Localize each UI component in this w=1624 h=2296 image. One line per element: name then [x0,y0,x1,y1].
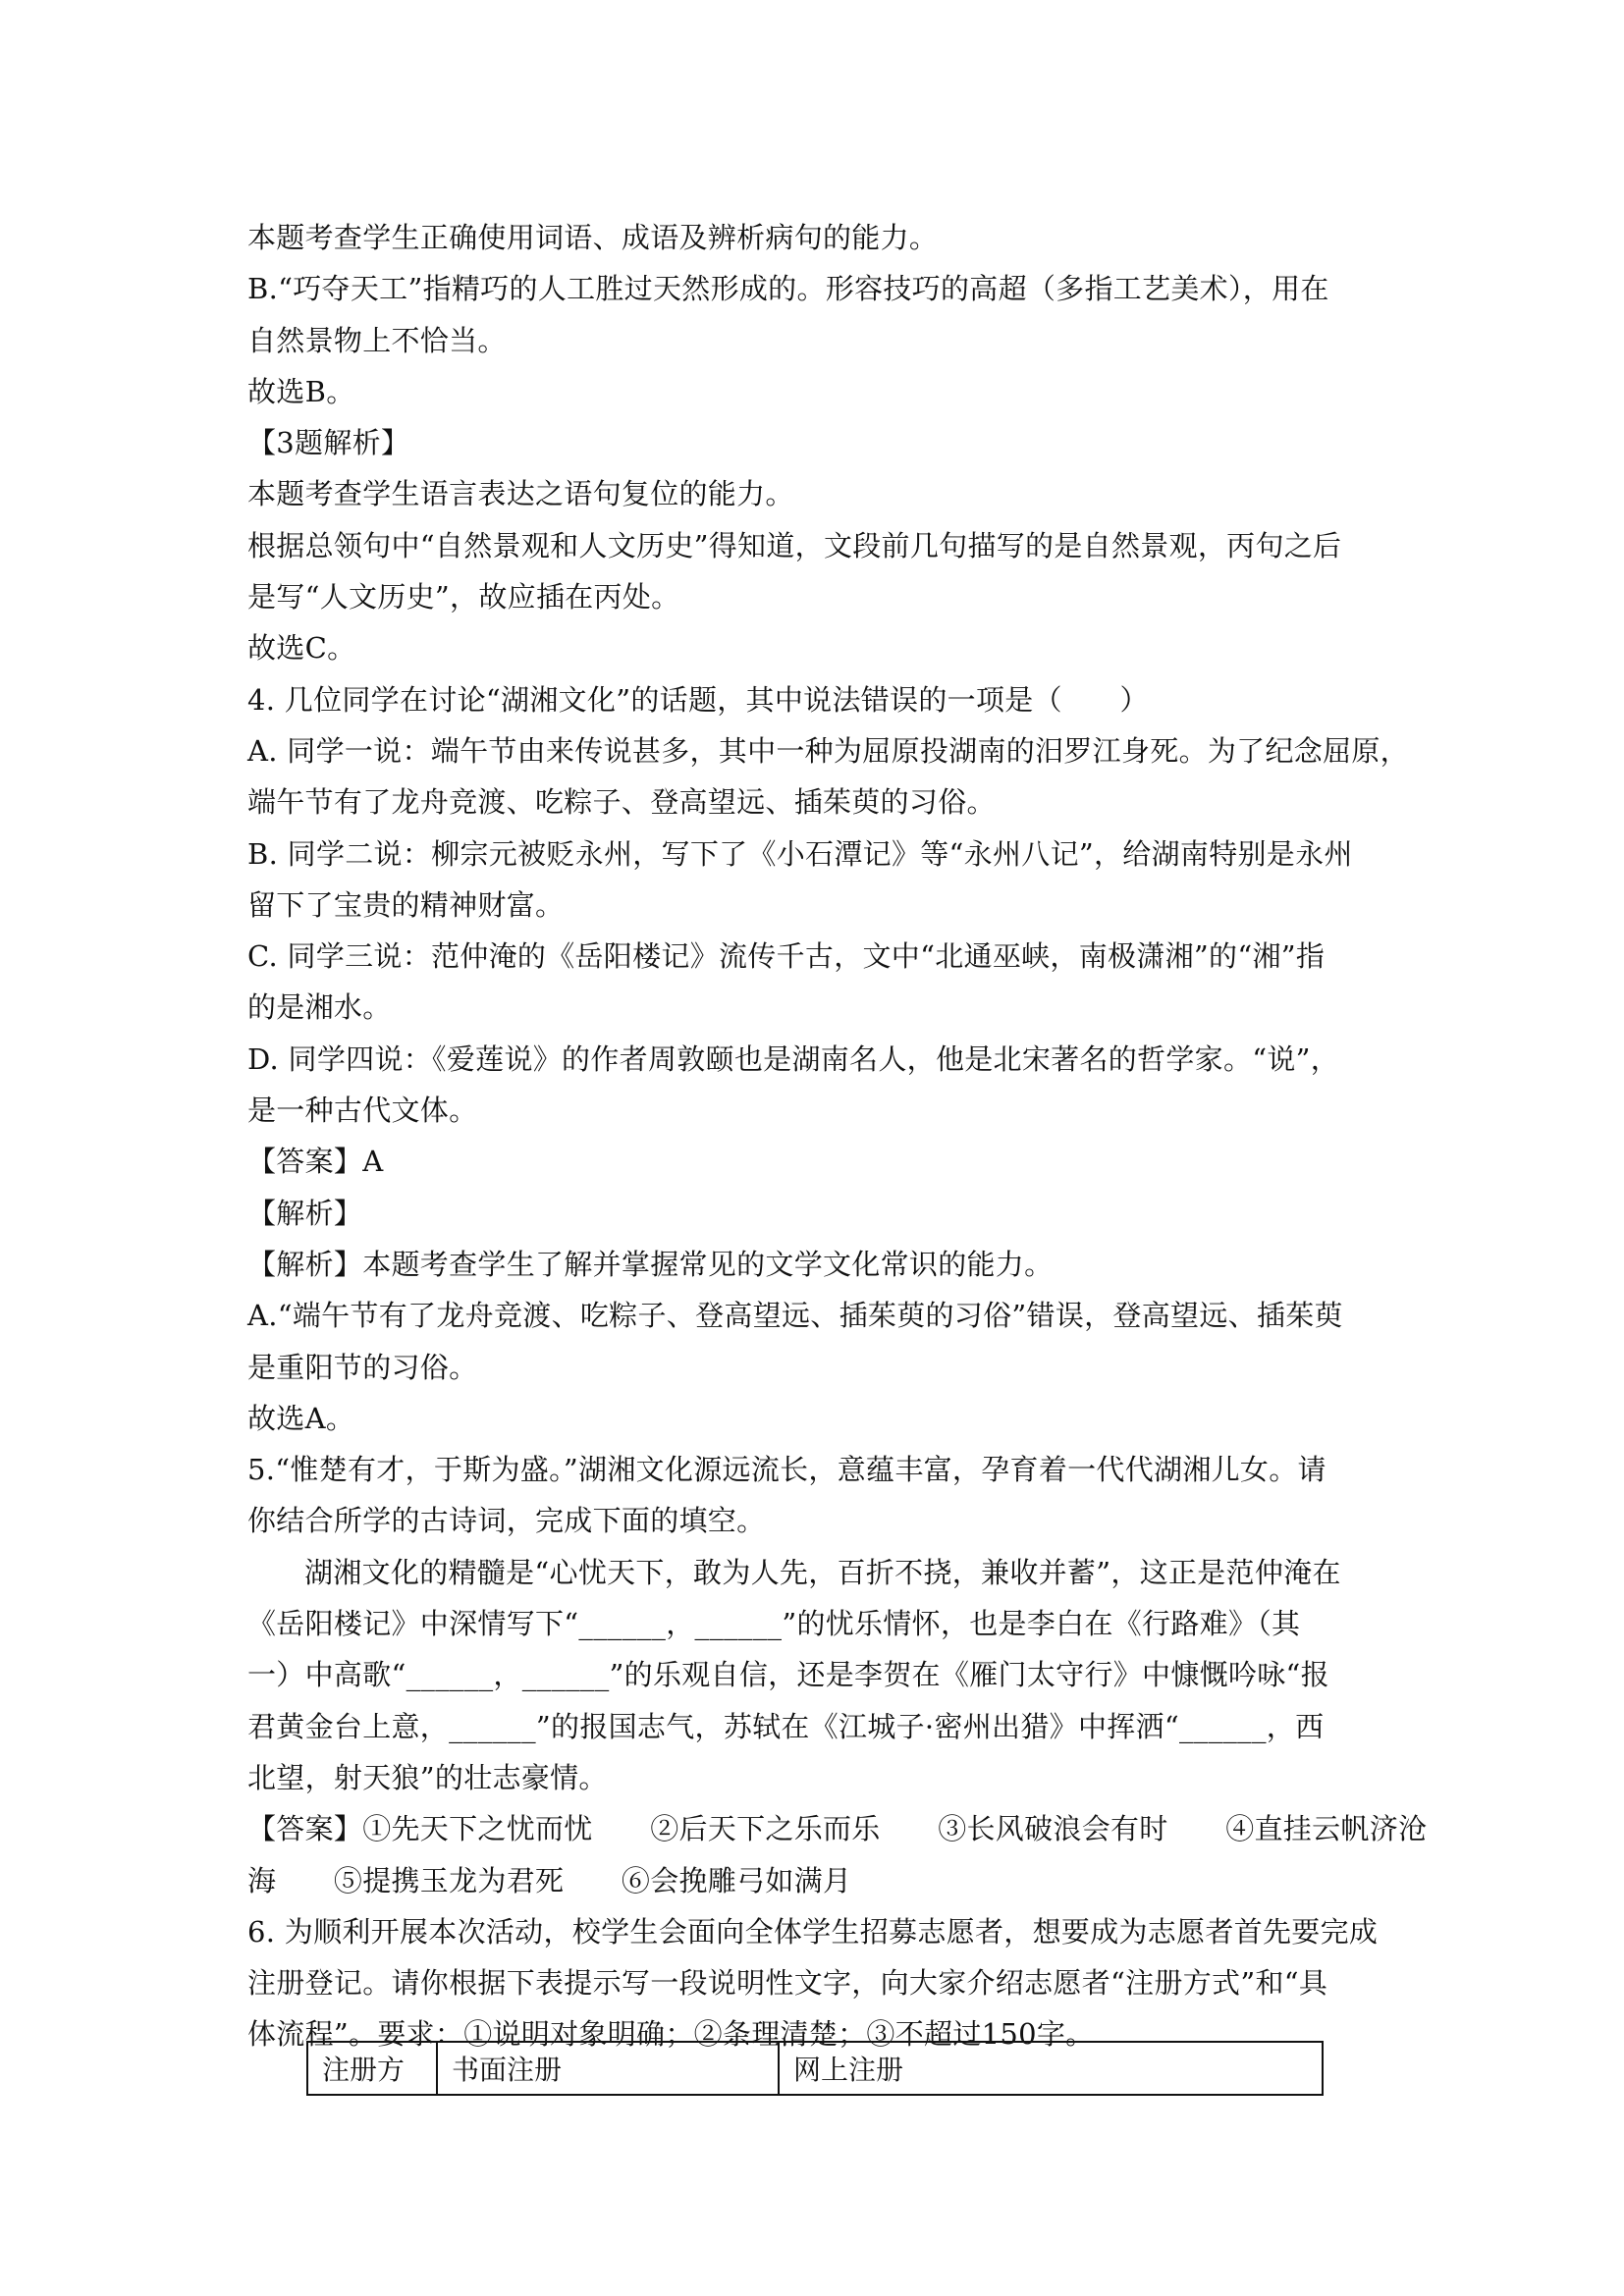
question-4-stem: 4. 几位同学在讨论“湖湘文化”的话题，其中说法错误的一项是（ ） [247,682,1149,717]
question-5-passage-line-1: 湖湘文化的精髓是“心忧天下，敢为人先，百折不挠，兼收并蓄”，这正是范仲淹在 [304,1555,1341,1589]
text-line-q2-scope: 本题考查学生正确使用词语、成语及辨析病句的能力。 [247,221,939,254]
question-5-answer-cont: 海 ⑤提携玉龙为君死 ⑥会挽雕弓如满月 [247,1863,852,1897]
question-4-analysis-a: A.“端午节有了龙舟竞渡、吃粽子、登高望远、插茱萸的习俗”错误，登高望远、插茱萸 [247,1299,1343,1333]
question-4-option-b: B. 同学二说：柳宗元被贬永州，写下了《小石潭记》等“永州八记”，给湖南特别是永州 [247,836,1353,871]
text-line-q3-reason: 根据总领句中“自然景观和人文历史”得知道，文段前几句描写的是自然景观，丙句之后 [247,528,1342,562]
question-6-stem-cont: 注册登记。请你根据下表提示写一段说明性文字，向大家介绍志愿者“注册方式”和“具 [247,1966,1328,2001]
question-5-stem: 5.“惟楚有才，于斯为盛。”湖湘文化源远流长，意蕴丰富，孕育着一代代湖湘儿女。请 [247,1453,1326,1487]
question-5-stem-cont: 你结合所学的古诗词，完成下面的填空。 [247,1504,766,1538]
question-4-option-d-cont: 是一种古代文体。 [247,1094,478,1128]
table-row [307,2042,1323,2095]
question-4-option-d: D. 同学四说：《爱莲说》的作者周敦颐也是湖南名人，他是北宋著名的哲学家。“说”， [247,1041,1340,1076]
question-6-stem: 6. 为顺利开展本次活动，校学生会面向全体学生招募志愿者，想要成为志愿者首先要完成 [247,1914,1379,1949]
text-line-q3-reason-cont: 是写“人文历史”，故应插在丙处。 [247,580,680,614]
table-cell-written-registration: 书面注册 [437,2042,779,2095]
text-line-q3-scope: 本题考查学生语言表达之语句复位的能力。 [247,477,794,511]
question-4-analysis: 【解析】本题考查学生了解并掌握常见的文学文化常识的能力。 [247,1247,1054,1281]
text-line-q2-option-b: B.“巧夺天工”指精巧的人工胜过天然形成的。形容技巧的高超（多指工艺美术），用在 [247,272,1329,306]
question-4-option-a-cont: 端午节有了龙舟竞渡、吃粽子、登高望远、插茱萸的习俗。 [247,785,996,820]
question-6-requirements: 体流程”。要求：①说明对象明确；②条理清楚；③不超过150字。 [247,2017,1095,2052]
question-5-passage-line-2: 《岳阳楼记》中深情写下“______，______”的忧乐情怀，也是李白在《行路难》（其 [247,1607,1301,1641]
text-line-q2-choice: 故选B。 [247,374,355,408]
question-5-passage-line-4: 君黄金台上意，______”的报国志气，苏轼在《江城子·密州出猎》中挥洒“______，西 [247,1709,1325,1743]
section-heading-q3-analysis: 【3题解析】 [247,426,410,460]
registration-table [306,2041,1324,2096]
question-5-passage-line-3: 一）中高歌“______，______”的乐观自信，还是李贺在《雁门太守行》中慷慨吟咏“报 [247,1658,1329,1692]
question-4-option-c: C. 同学三说：范仲淹的《岳阳楼记》流传千古，文中“北通巫峡，南极潇湘”的“湘”指 [247,939,1326,974]
question-4-option-c-cont: 的是湘水。 [247,990,392,1025]
question-5-answer: 【答案】①先天下之忧而忧 ②后天下之乐而乐 ③长风破浪会有时 ④直挂云帆济沧 [247,1812,1428,1846]
table-cell-online-registration: 网上注册 [779,2042,1323,2095]
text-line-q2-option-b-cont: 自然景物上不恰当。 [247,323,507,357]
question-4-analysis-a-cont: 是重阳节的习俗。 [247,1350,478,1384]
question-4-choice: 故选A。 [247,1401,355,1435]
question-4-analysis-heading: 【解析】 [247,1196,363,1230]
document-body [247,212,1428,2060]
question-4-option-b-cont: 留下了宝贵的精神财富。 [247,887,565,922]
question-4-option-a: A. 同学一说：端午节由来传说甚多，其中一种为屈原投湖南的汨罗江身死。为了纪念屈原， [247,733,1409,768]
question-4-answer: 【答案】A [247,1145,384,1179]
question-5-passage-line-5: 北望，射天狼”的壮志豪情。 [247,1760,608,1794]
table-cell-method-header: 注册方 [307,2042,437,2095]
text-line-q3-choice: 故选C。 [247,631,356,666]
